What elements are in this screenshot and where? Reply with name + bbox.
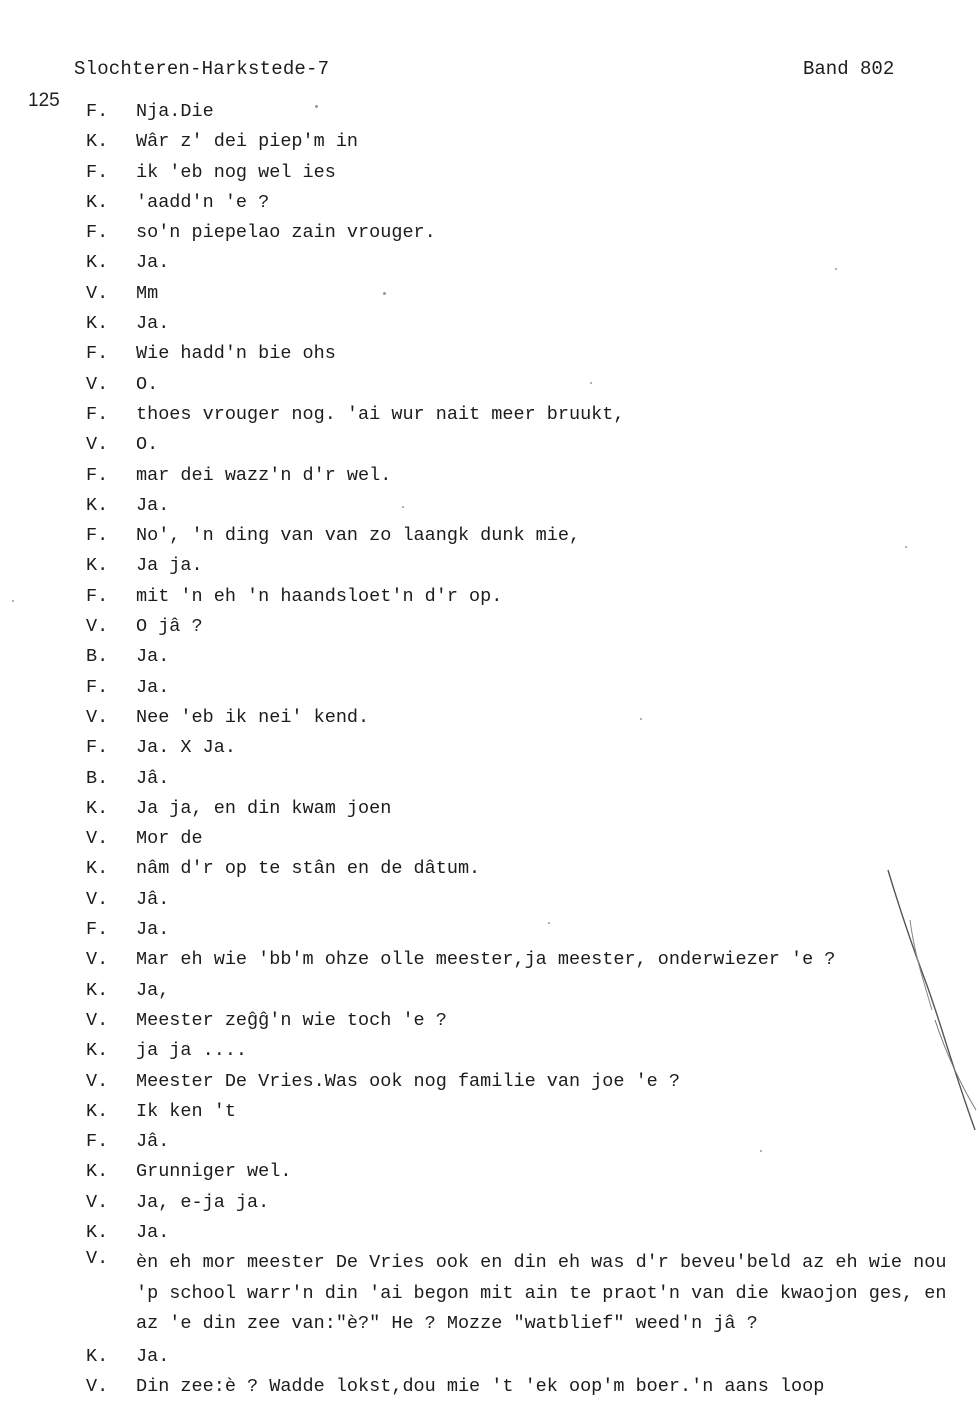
utterance-text: Ja,: [136, 979, 170, 1001]
speaker-label: V.: [86, 1009, 109, 1031]
paper-speck: [315, 105, 318, 108]
speaker-label: V.: [86, 1248, 109, 1270]
speaker-label: V.: [86, 616, 109, 638]
speaker-label: V.: [86, 1376, 109, 1398]
transcript-line: [86, 434, 979, 464]
transcript-line: [86, 222, 979, 252]
transcript-line: [86, 495, 979, 525]
transcript-line: [86, 828, 979, 858]
utterance-text: thoes vrouger nog. 'ai wur nait meer bruukt,: [136, 403, 625, 425]
paper-speck: [905, 546, 907, 548]
transcript-line: [86, 252, 979, 282]
transcript-line: [86, 313, 979, 343]
utterance-text: Nja.Die: [136, 101, 214, 122]
utterance-text: Nee 'eb ik nei' kend.: [136, 706, 370, 728]
speaker-label: K.: [86, 252, 109, 274]
transcript-line: [86, 283, 979, 313]
transcript-line: [86, 1010, 979, 1040]
speaker-label: F.: [86, 101, 109, 122]
transcript-line: [86, 192, 979, 222]
utterance-text: Wie hadd'n bie ohs: [136, 343, 336, 365]
speaker-label: V.: [86, 282, 109, 304]
transcript-lines: [86, 101, 979, 1407]
utterance-text: Ja. X Ja.: [136, 737, 236, 759]
document-title: Slochteren-Harkstede-7: [74, 58, 330, 80]
transcript-line: [86, 980, 979, 1010]
utterance-text: O jâ ?: [136, 616, 203, 638]
speaker-label: V.: [86, 706, 109, 728]
transcript-line: [86, 1101, 979, 1131]
speaker-label: K.: [86, 313, 109, 335]
transcript-line: [86, 162, 979, 192]
transcript-line: [86, 131, 979, 161]
speaker-label: F.: [86, 919, 109, 941]
speaker-label: F.: [86, 585, 109, 607]
utterance-text: Ja.: [136, 1221, 170, 1243]
paper-speck: [590, 382, 592, 384]
utterance-text: Mor de: [136, 828, 203, 850]
utterance-text: O.: [136, 373, 159, 395]
utterance-text: O.: [136, 434, 159, 456]
speaker-label: K.: [86, 1161, 109, 1183]
speaker-label: V.: [86, 1070, 109, 1092]
speaker-label: K.: [86, 494, 109, 516]
speaker-label: F.: [86, 737, 109, 759]
utterance-text: Ja.: [136, 676, 170, 698]
speaker-label: V.: [86, 1191, 109, 1213]
utterance-text: Ja.: [136, 313, 170, 335]
speaker-label: F.: [86, 403, 109, 425]
transcript-line: [86, 586, 979, 616]
speaker-label: V.: [86, 888, 109, 910]
transcript-line: [86, 1376, 979, 1406]
utterance-text: Wâr z' dei piep'm in: [136, 131, 359, 153]
utterance-text: Ja.: [136, 1346, 170, 1368]
speaker-label: K.: [86, 191, 109, 213]
paper-speck: [835, 268, 837, 270]
utterance-text: Ja, e-ja ja.: [136, 1191, 270, 1213]
transcript-line: [86, 525, 979, 555]
speaker-label: K.: [86, 797, 109, 819]
utterance-text: Mm: [136, 282, 159, 304]
transcript-line: [86, 919, 979, 949]
transcript-line: [86, 1346, 979, 1376]
paper-speck: [12, 600, 14, 602]
margin-page-number: 125: [28, 90, 60, 111]
speaker-label: V.: [86, 828, 109, 850]
utterance-text: Ja ja, en din kwam joen: [136, 797, 392, 819]
transcript-line: [86, 949, 979, 979]
transcript-line: [86, 1071, 979, 1101]
utterance-text: Meester De Vries.Was ook nog familie van joe 'e ?: [136, 1070, 680, 1092]
speaker-label: K.: [86, 131, 109, 153]
paper-speck: [640, 718, 642, 720]
transcript-line: [86, 1161, 979, 1191]
speaker-label: B.: [86, 646, 109, 668]
utterance-text: Jâ.: [136, 888, 170, 910]
speaker-label: V.: [86, 949, 109, 971]
transcript-line: [86, 707, 979, 737]
utterance-text: Ja.: [136, 646, 170, 668]
speaker-label: K.: [86, 555, 109, 577]
transcript-line: [86, 737, 979, 767]
utterance-text: mit 'n eh 'n haandsloet'n d'r op.: [136, 585, 503, 607]
transcript-line: [86, 858, 979, 888]
utterance-text: ik 'eb nog wel ies: [136, 161, 336, 183]
utterance-text: nâm d'r op te stân en de dâtum.: [136, 858, 481, 880]
transcript-line: [86, 1192, 979, 1222]
transcript-line: [86, 768, 979, 798]
speaker-label: K.: [86, 979, 109, 1001]
transcript-line: [86, 374, 979, 404]
transcript-line: [86, 555, 979, 585]
utterance-text: Ja.: [136, 919, 170, 941]
speaker-label: B.: [86, 767, 109, 789]
speaker-label: V.: [86, 373, 109, 395]
utterance-text: Meester zeĝĝ'n wie toch 'e ?: [136, 1009, 447, 1031]
utterance-text: 'aadd'n 'e ?: [136, 191, 270, 213]
speaker-label: K.: [86, 1040, 109, 1062]
utterance-text: mar dei wazz'n d'r wel.: [136, 464, 392, 486]
paper-speck: [760, 1150, 762, 1152]
transcript-line: [86, 101, 979, 131]
utterance-text: Ja ja.: [136, 555, 203, 577]
speaker-label: F.: [86, 222, 109, 244]
utterance-text: No', 'n ding van van zo laangk dunk mie,: [136, 525, 581, 547]
utterance-text: Mar eh wie 'bb'm ohze olle meester,ja meester, onderwiezer 'e ?: [136, 949, 836, 971]
speaker-label: K.: [86, 858, 109, 880]
transcript-line: [86, 343, 979, 373]
speaker-label: V.: [86, 434, 109, 456]
speaker-label: K.: [86, 1221, 109, 1243]
utterance-text: so'n piepelao zain vrouger.: [136, 222, 436, 244]
utterance-text: Jâ.: [136, 1131, 170, 1153]
utterance-text: Ik ken 't: [136, 1100, 236, 1122]
transcript-line: [86, 465, 979, 495]
transcript-line: [86, 798, 979, 828]
utterance-text: Ja.: [136, 494, 170, 516]
transcript-line: [86, 1040, 979, 1070]
speaker-label: F.: [86, 525, 109, 547]
transcript-line: [86, 889, 979, 919]
speaker-label: F.: [86, 1131, 109, 1153]
speaker-label: K.: [86, 1100, 109, 1122]
utterance-text: Jâ.: [136, 767, 170, 789]
utterance-text: ja ja ....: [136, 1040, 248, 1062]
speaker-label: K.: [86, 1346, 109, 1368]
transcript-line: [86, 616, 979, 646]
transcript-line: [86, 646, 979, 676]
paper-speck: [402, 506, 404, 508]
utterance-text: Ja.: [136, 252, 170, 274]
speaker-label: F.: [86, 343, 109, 365]
transcript-line: [86, 1248, 979, 1339]
utterance-text: èn eh mor meester De Vries ook en din eh was d'r beveu'beld az eh wie nou 'p school warr'n din 'ai begon mit ain te praot'n van die kwaojon ges, en az 'e din zee van:"è?" He ? Mozze "watblief" weed'n jâ ?: [136, 1252, 947, 1334]
margin-pen-mark: [880, 860, 979, 1140]
utterance-text: Grunniger wel.: [136, 1161, 292, 1183]
utterance-text: Din zee:è ? Wadde lokst,dou mie 't 'ek oop'm boer.'n aans loop: [136, 1376, 825, 1398]
paper-speck: [548, 922, 550, 924]
band-number: Band 802: [803, 58, 895, 80]
transcript-line: [86, 404, 979, 434]
transcript-line: [86, 1131, 979, 1161]
speaker-label: F.: [86, 464, 109, 486]
transcript-line: [86, 677, 979, 707]
paper-speck: [383, 292, 386, 295]
speaker-label: F.: [86, 161, 109, 183]
speaker-label: F.: [86, 676, 109, 698]
